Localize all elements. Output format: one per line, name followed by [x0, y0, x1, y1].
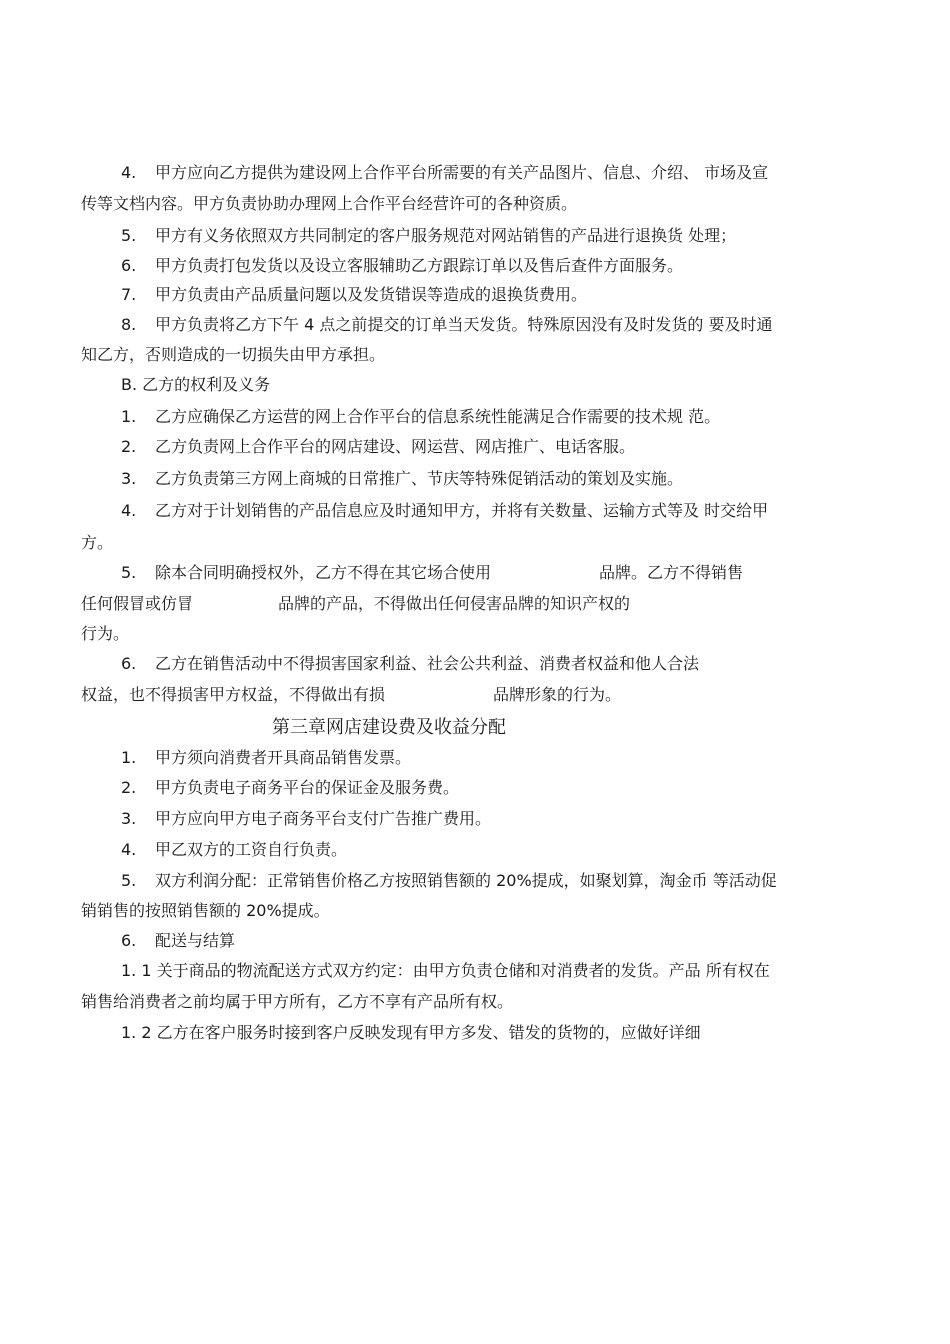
item-number: 4.: [121, 163, 137, 182]
item-number: 2.: [121, 437, 137, 456]
item-number: 2.: [121, 778, 137, 797]
item-number: 4.: [121, 840, 137, 859]
para-c5-line1: [121, 871, 777, 891]
para-text: 甲方应向乙方提供为建设网上合作平台所需要的有关产品图片、信息、介绍、 市场及宣: [155, 163, 769, 182]
para-sub1-line2: 销售给消费者之前均属于甲方所有，乙方不享有产品所有权。: [81, 992, 514, 1011]
item-number: 3.: [121, 469, 137, 488]
para-a8-line2: 知乙方，否则造成的一切损失由甲方承担。: [81, 345, 386, 364]
para-b5-line1: [121, 563, 743, 583]
para-c5-line2: 销销售的按照销售额的 20%提成。: [81, 901, 330, 920]
para-b3: [121, 469, 683, 489]
para-b4-line2: 方。: [81, 533, 114, 552]
item-number: 6.: [121, 931, 137, 950]
para-a4-line1: [121, 163, 768, 183]
item-number: 8.: [121, 315, 137, 334]
para-sub1-line1: 1. 1 关于商品的物流配送方式双方约定：由甲方负责仓储和对消费者的发货。产品 所有权在: [121, 961, 770, 980]
para-a4-line2: 传等文档内容。甲方负责协助办理网上合作平台经营许可的各种资质。: [81, 194, 578, 213]
para-c6: [121, 931, 235, 951]
para-a6: [121, 256, 683, 276]
para-text: 除本合同明确授权外，乙方不得在其它场合使用: [155, 563, 492, 582]
para-text: 甲方负责由产品质量问题以及发货错误等造成的退换货费用。: [155, 285, 588, 304]
para-b1: [121, 407, 720, 427]
para-text: 乙方在销售活动中不得损害国家利益、社会公共利益、消费者权益和他人合法: [155, 654, 700, 673]
item-number: 6.: [121, 654, 137, 673]
para-b5-line2: [81, 594, 630, 614]
para-text: 品牌的产品，不得做出任何侵害品牌的知识产权的: [278, 594, 631, 613]
para-text: 甲方负责打包发货以及设立客服辅助乙方跟踪订单以及售后查件方面服务。: [155, 256, 684, 275]
para-b5-line3: 行为。: [81, 624, 130, 643]
para-c3: [121, 809, 491, 829]
para-text: 乙方负责网上合作平台的网店建设、网运营、网店推广、电话客服。: [155, 437, 636, 456]
para-c4: [121, 840, 347, 860]
para-text: 甲乙双方的工资自行负责。: [155, 840, 348, 859]
item-number: 5.: [121, 563, 137, 582]
para-text: 甲方负责将乙方下午 4 点之前提交的订单当天发货。特殊原因没有及时发货的 要及时通: [155, 315, 773, 334]
para-c2: [121, 778, 459, 798]
para-sub2-line1: 1. 2 乙方在客户服务时接到客户反映发现有甲方多发、错发的货物的，应做好详细: [121, 1023, 701, 1042]
item-number: 1.: [121, 748, 137, 767]
para-text: 乙方负责第三方网上商城的日常推广、节庆等特殊促销活动的策划及实施。: [155, 469, 684, 488]
para-text: 甲方须向消费者开具商品销售发票。: [155, 748, 412, 767]
para-text: 双方利润分配：正常销售价格乙方按照销售额的 20%提成，如聚划算，淘金币 等活动促: [155, 871, 777, 890]
para-text: 甲方负责电子商务平台的保证金及服务费。: [155, 778, 460, 797]
item-number: 5.: [121, 226, 137, 245]
para-text: 甲方应向甲方电子商务平台支付广告推广费用。: [155, 809, 492, 828]
para-text: 配送与结算: [155, 931, 236, 950]
para-text: 品牌形象的行为。: [493, 685, 622, 704]
para-text: 甲方有义务依照双方共同制定的客户服务规范对网站销售的产品进行退换货 处理；: [155, 226, 737, 245]
para-a5: [121, 226, 736, 246]
item-number: 6.: [121, 256, 137, 275]
para-c1: [121, 748, 411, 768]
para-b6-line1: [121, 654, 699, 674]
para-a8-line1: [121, 315, 772, 335]
para-text: 权益，也不得损害甲方权益，不得做出有损: [81, 685, 386, 704]
chapter-title: 第三章网店建设费及收益分配: [272, 717, 506, 738]
para-a7: [121, 285, 587, 305]
para-b6-line2: [81, 685, 621, 705]
para-text: 乙方对于计划销售的产品信息应及时通知甲方，并将有关数量、运输方式等及 时交给甲: [155, 501, 769, 520]
item-number: 1.: [121, 407, 137, 426]
para-b2: [121, 437, 635, 457]
item-number: 7.: [121, 285, 137, 304]
para-text: 品牌。乙方不得销售: [599, 563, 744, 582]
item-number: 3.: [121, 809, 137, 828]
item-number: 4.: [121, 501, 137, 520]
para-text: 任何假冒或仿冒: [81, 594, 194, 613]
para-b4-line1: [121, 501, 768, 521]
section-b-heading: B. 乙方的权利及义务: [121, 375, 271, 394]
para-text: 乙方应确保乙方运营的网上合作平台的信息系统性能满足合作需要的技术规 范。: [155, 407, 721, 426]
item-number: 5.: [121, 871, 137, 890]
